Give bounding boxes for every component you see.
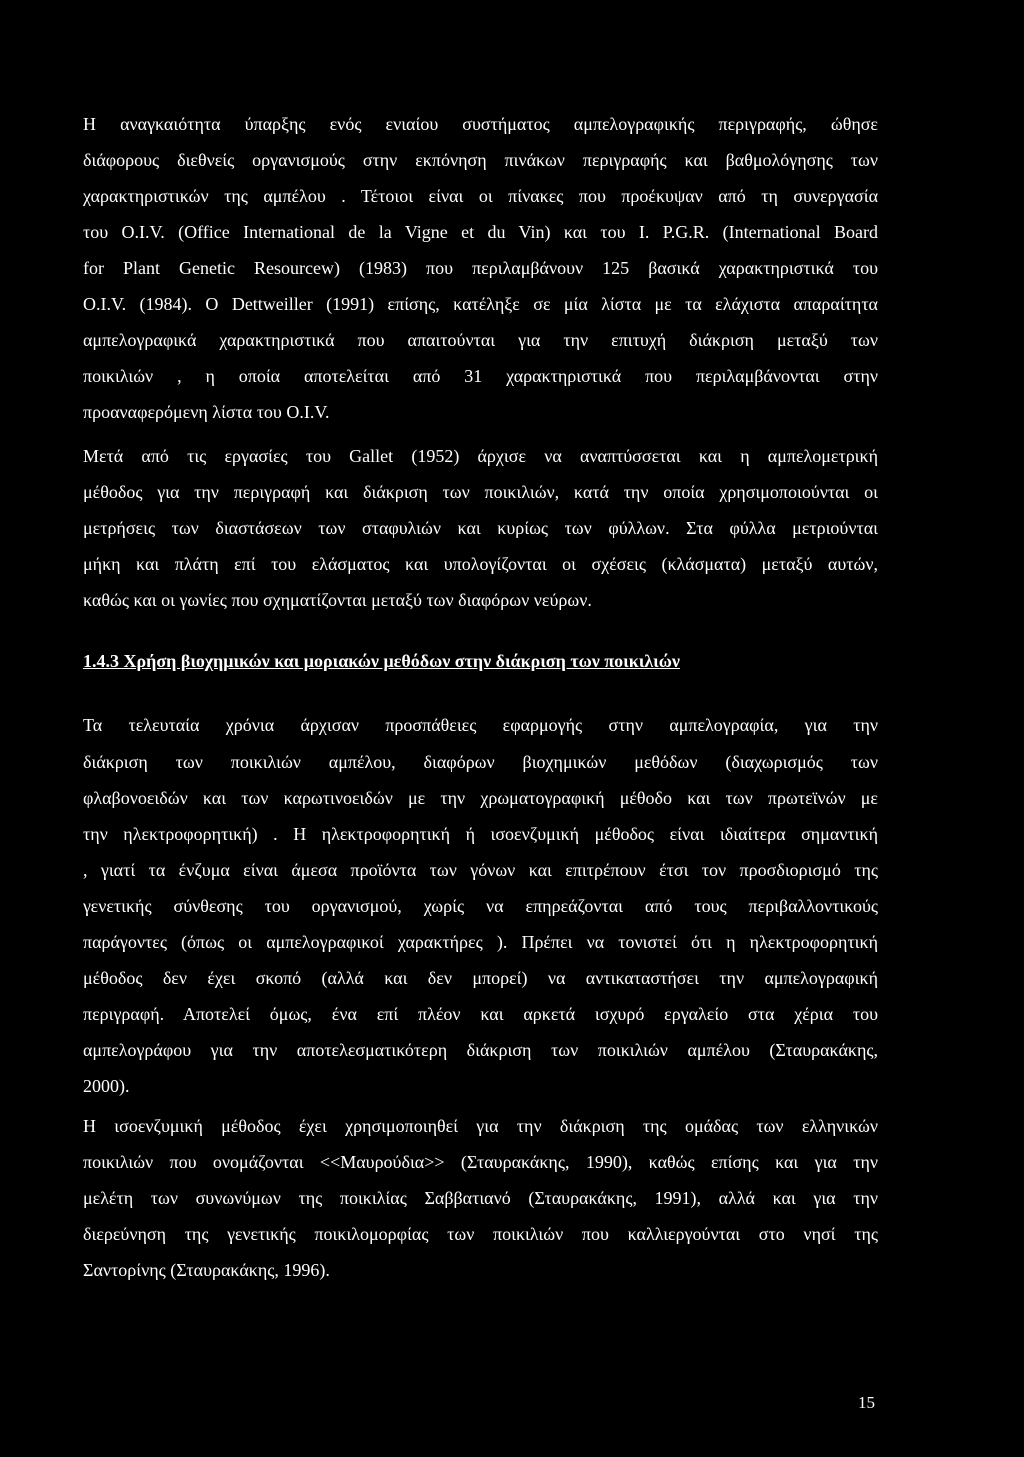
paragraph-1-line: διάφορους διεθνείς οργανισμούς στην εκπόνηση πινάκων περιγραφής και βαθμολόγησης των [83, 150, 878, 170]
paragraph-4-line: διερεύνηση της γενετικής ποικιλομορφίας των ποικιλιών που καλλιεργούνται στο νησί της [83, 1224, 878, 1244]
paragraph-2-line: Μετά από τις εργασίες του Gallet (1952) άρχισε να αναπτύσσεται και η αμπελομετρική [83, 446, 878, 466]
paragraph-2-line: μέθοδος για την περιγραφή και διάκριση των ποικιλιών, κατά την οποία χρησιμοποιούνται οι [83, 482, 878, 502]
paragraph-3-line: Τα τελευταία χρόνια άρχισαν προσπάθειες εφαρμογής στην αμπελογραφία, για την [83, 715, 878, 735]
paragraph-3-line: μέθοδος δεν έχει σκοπό (αλλά και δεν μπορεί) να αντικαταστήσει την αμπελογραφική [83, 968, 878, 988]
paragraph-4-line: Η ισοενζυμική μέθοδος έχει χρησιμοποιηθεί για την διάκριση της ομάδας των ελληνικών [83, 1116, 878, 1136]
paragraph-1-line: του O.I.V. (Office International de la Vigne et du Vin) και του I. P.G.R. (International Board [83, 222, 878, 242]
paragraph-3-line: παράγοντες (όπως οι αμπελογραφικοί χαρακτήρες ). Πρέπει να τονιστεί ότι η ηλεκτροφορητική [83, 932, 878, 952]
paragraph-4-line: μελέτη των συνωνύμων της ποικιλίας Σαββατιανό (Σταυρακάκης, 1991), αλλά και για την [83, 1188, 878, 1208]
paragraph-2-line: μήκη και πλάτη επί του ελάσματος και υπολογίζονται οι σχέσεις (κλάσματα) μεταξύ αυτών, [83, 554, 878, 574]
paragraph-3-line: γενετικής σύνθεσης του οργανισμού, χωρίς να επηρεάζονται από τους περιβαλλοντικούς [83, 896, 878, 916]
paragraph-3-line: αμπελογράφου για την αποτελεσματικότερη διάκριση των ποικιλιών αμπέλου (Σταυρακάκης, [83, 1040, 878, 1060]
paragraph-3-line: περιγραφή. Αποτελεί όμως, ένα επί πλέον και αρκετά ισχυρό εργαλείο στα χέρια του [83, 1004, 878, 1024]
paragraph-1-line: Η αναγκαιότητα ύπαρξης ενός ενιαίου συστήματος αμπελογραφικής περιγραφής, ώθησε [83, 114, 878, 134]
paragraph-1-line: for Plant Genetic Resourcew) (1983) που περιλαμβάνουν 125 βασικά χαρακτηριστικά του [83, 258, 878, 278]
paragraph-1-line: προαναφερόμενη λίστα του O.I.V. [83, 402, 330, 422]
paragraph-1-line: αμπελογραφικά χαρακτηριστικά που απαιτούνται για την επιτυχή διάκριση μεταξύ των [83, 330, 878, 350]
paragraph-3-line: την ηλεκτροφορητική) . Η ηλεκτροφορητική ή ισοενζυμική μέθοδος είναι ιδιαίτερα σημαντική [83, 824, 878, 844]
page-number: 15 [858, 1393, 875, 1412]
paragraph-4-line: ποικιλιών που ονομάζονται <<Μαυρούδια>> (Σταυρακάκης, 1990), καθώς επίσης και για την [83, 1152, 878, 1172]
paragraph-1-line: O.I.V. (1984). O Dettweiller (1991) επίσης, κατέληξε σε μία λίστα με τα ελάχιστα απαραίτητα [83, 294, 878, 314]
paragraph-1-line: ποικιλιών , η οποία αποτελείται από 31 χαρακτηριστικά που περιλαμβάνονται στην [83, 366, 878, 386]
paragraph-4-line: Σαντορίνης (Σταυρακάκης, 1996). [83, 1260, 330, 1280]
paragraph-3-line: , γιατί τα ένζυμα είναι άμεσα προϊόντα των γόνων και επιτρέπουν έτσι τον προσδιορισμό της [83, 860, 878, 880]
paragraph-3-line: διάκριση των ποικιλιών αμπέλου, διαφόρων βιοχημικών μεθόδων (διαχωρισμός των [83, 752, 878, 772]
paragraph-3-line: φλαβονοειδών και των καρωτινοειδών με την χρωματογραφική μέθοδο και των πρωτεϊνών με [83, 788, 878, 808]
paragraph-2-line: μετρήσεις των διαστάσεων των σταφυλιών και κυρίως των φύλλων. Στα φύλλα μετριούνται [83, 518, 878, 538]
paragraph-3-line: 2000). [83, 1076, 130, 1096]
paragraph-2-line: καθώς και οι γωνίες που σχηματίζονται μεταξύ των διαφόρων νεύρων. [83, 590, 592, 610]
section-heading: 1.4.3 Χρήση βιοχημικών και μοριακών μεθόδων στην διάκριση των ποικιλιών [83, 651, 680, 671]
paragraph-1-line: χαρακτηριστικών της αμπέλου . Τέτοιοι είναι οι πίνακες που προέκυψαν από τη συνεργασία [83, 186, 878, 206]
